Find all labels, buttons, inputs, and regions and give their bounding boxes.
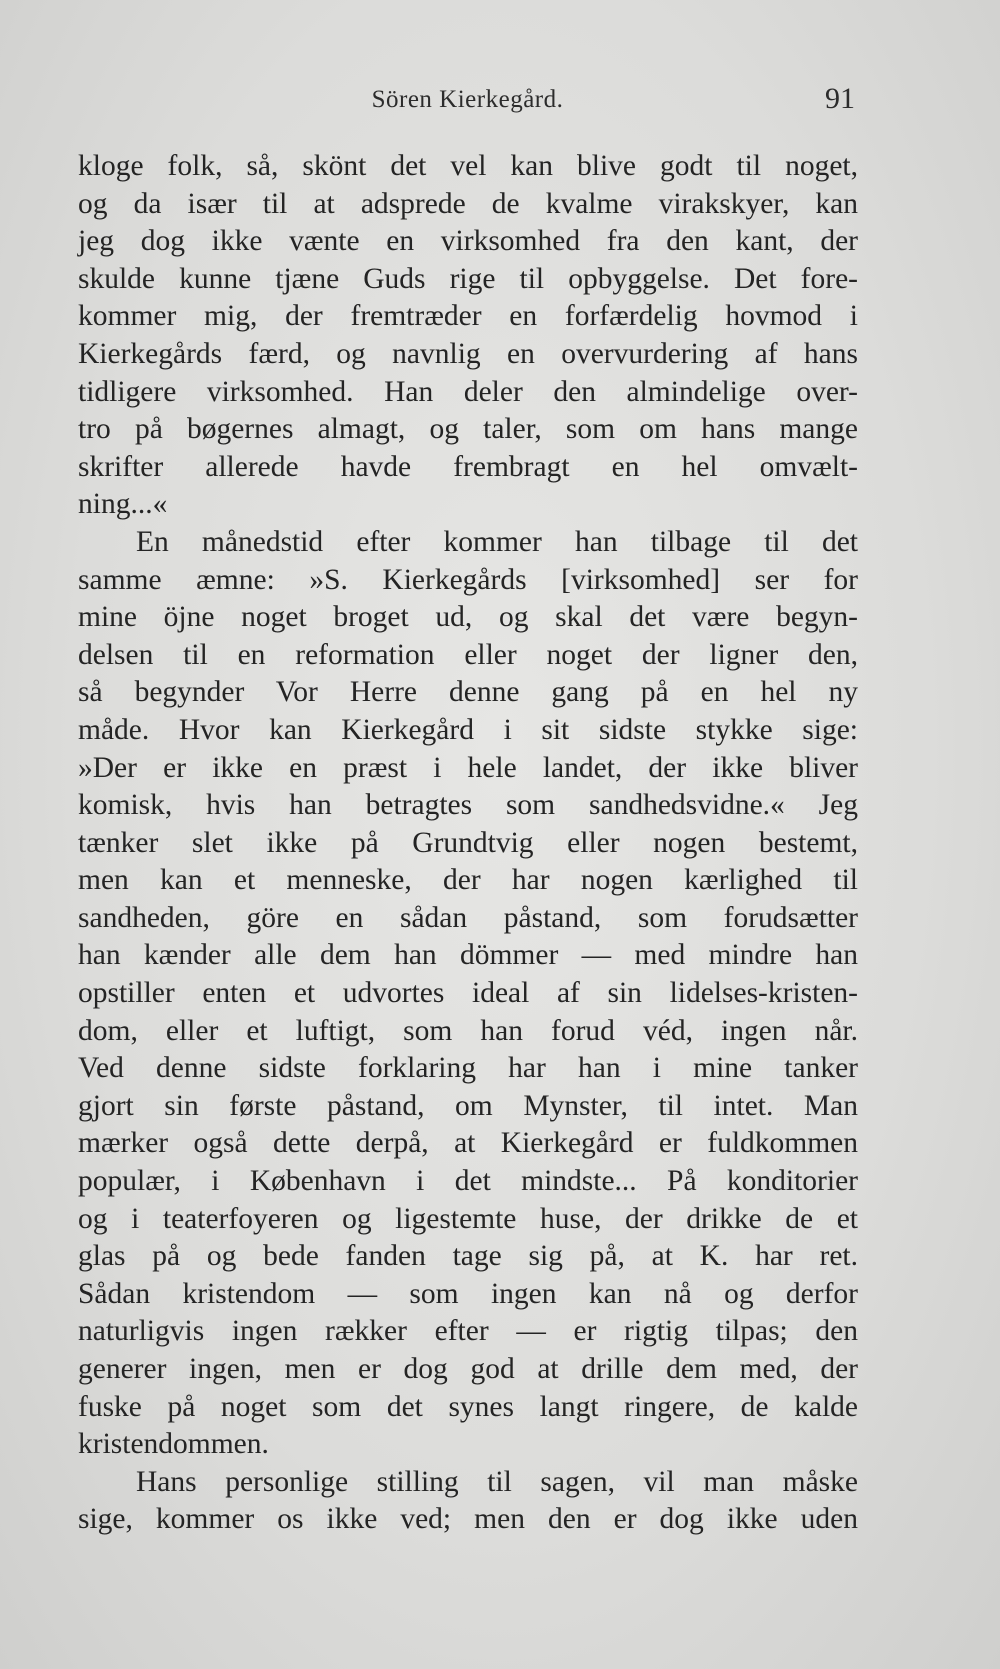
text-line: »Der er ikke en præst i hele landet, der ikke bliver bbox=[78, 751, 858, 784]
page-header bbox=[80, 82, 855, 122]
page-number: 91 bbox=[825, 82, 855, 115]
text-line: kristendommen. bbox=[78, 1428, 269, 1461]
text-line: tro på bøgernes almagt, og taler, som om hans mange bbox=[78, 413, 858, 446]
text-line: gjort sin første påstand, om Mynster, til intet. Man bbox=[78, 1089, 858, 1122]
text-line: komisk, hvis han betragtes som sandhedsvidne.« Jeg bbox=[78, 789, 858, 822]
text-line: skulde kunne tjæne Guds rige til opbyggelse. Det fore- bbox=[78, 262, 858, 295]
text-line: jeg dog ikke vænte en virksomhed fra den kant, der bbox=[78, 225, 858, 258]
text-line: mærker også dette derpå, at Kierkegård er fuldkommen bbox=[78, 1127, 858, 1160]
text-line: opstiller enten et udvortes ideal af sin lidelses-kristen- bbox=[78, 977, 858, 1010]
text-line: naturligvis ingen rækker efter — er rigtig tilpas; den bbox=[78, 1315, 858, 1348]
text-line: måde. Hvor kan Kierkegård i sit sidste stykke sige: bbox=[78, 713, 858, 746]
text-line: dom, eller et luftigt, som han forud véd, ingen når. bbox=[78, 1014, 858, 1047]
text-line: tidligere virksomhed. Han deler den almindelige over- bbox=[78, 375, 858, 408]
text-line: kommer mig, der fremtræder en forfærdelig hovmod i bbox=[78, 300, 858, 333]
text-line: samme æmne: »S. Kierkegårds [virksomhed] ser for bbox=[78, 563, 858, 596]
body-text bbox=[78, 148, 858, 1539]
running-title: Sören Kierkegård. bbox=[371, 86, 564, 113]
text-line: sige, kommer os ikke ved; men den er dog ikke uden bbox=[78, 1503, 858, 1536]
text-line: fuske på noget som det synes langt ringere, de kalde bbox=[78, 1390, 858, 1423]
text-line: Ved denne sidste forklaring har han i mine tanker bbox=[78, 1052, 858, 1085]
text-line: glas på og bede fanden tage sig på, at K. har ret. bbox=[78, 1240, 858, 1273]
text-line: Kierkegårds færd, og navnlig en overvurdering af hans bbox=[78, 337, 858, 370]
text-line: generer ingen, men er dog god at drille dem med, der bbox=[78, 1353, 858, 1385]
text-line: Hans personlige stilling til sagen, vil man måske bbox=[136, 1465, 858, 1498]
text-line: Sådan kristendom — som ingen kan nå og derfor bbox=[78, 1277, 858, 1310]
text-line: kloge folk, så, skönt det vel kan blive godt til noget, bbox=[78, 150, 858, 182]
text-line: ning...« bbox=[78, 488, 168, 521]
text-line: delsen til en reformation eller noget der ligner den, bbox=[78, 638, 858, 671]
text-line: han kænder alle dem han dömmer — med mindre han bbox=[78, 939, 858, 972]
text-line: tænker slet ikke på Grundtvig eller nogen bestemt, bbox=[78, 826, 858, 859]
text-line: sandheden, göre en sådan påstand, som forudsætter bbox=[78, 901, 858, 934]
text-line: mine öjne noget broget ud, og skal det være begyn- bbox=[78, 601, 858, 634]
text-line: En månedstid efter kommer han tilbage til det bbox=[136, 525, 858, 558]
text-line: og i teaterfoyeren og ligestemte huse, der drikke de et bbox=[78, 1202, 858, 1235]
text-line: populær, i København i det mindste... På konditorier bbox=[78, 1165, 858, 1198]
text-line: så begynder Vor Herre denne gang på en hel ny bbox=[78, 676, 858, 709]
text-line: men kan et menneske, der har nogen kærlighed til bbox=[78, 864, 858, 897]
text-line: og da især til at adsprede de kvalme virakskyer, kan bbox=[78, 187, 858, 220]
text-line: skrifter allerede havde frembragt en hel omvælt- bbox=[78, 450, 858, 483]
